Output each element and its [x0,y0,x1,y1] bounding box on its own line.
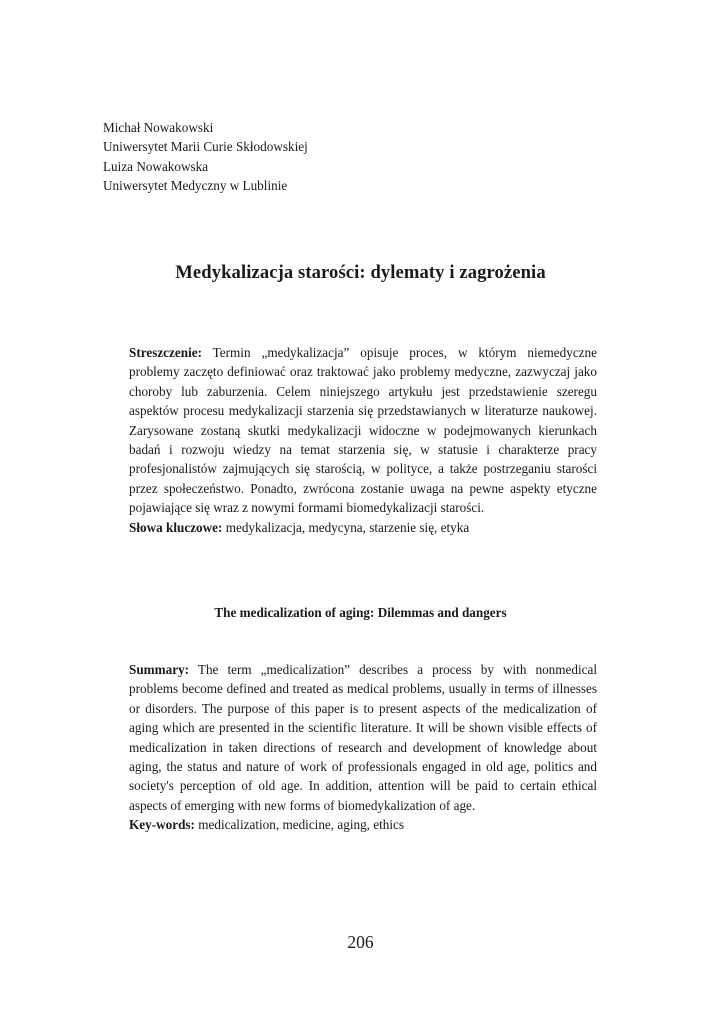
abstract-pl-label: Streszczenie: [129,345,202,360]
author-affiliation: Uniwersytet Medyczny w Lublinie [103,178,288,194]
keywords-en-label: Key-words: [129,817,195,833]
keywords-pl-label: Słowa kluczowe: [129,519,223,535]
author-affiliation: Uniwersytet Marii Curie Skłodowskiej [103,139,308,155]
author-name: Michał Nowakowski [103,120,214,135]
keywords-pl [129,518,597,537]
author-affiliations [103,118,308,196]
abstract-pl-text: Termin „medykalizacja” opisuje proces, w którym niemedyczne problemy zaczęto definiować oraz traktować jako problemy medyczne, zazwyczaj jako choroby lub zaburzenia. Celem niniejszego artykułu jest przedstawienie szeregu aspektów procesu medykalizacji starzenia się przedstawianych w literaturze naukowej. Zarysowane zostaną skutki medykalizacji widoczne w podejmowanych kierunkach badań i rozwoju wiedzy na temat starzenia się, w statusie i charakterze pracy profesjonalistów zajmujących się starością, w polityce, a także postrzeganiu starości przez społeczeństwo. Ponadto, zwrócona zostanie uwaga na pewne aspekty etyczne pojawiające się wraz z nowymi formami biomedykalizacji starości. [129,345,597,516]
article-title-pl: Medykalizacja starości: dylematy i zagrożenia [175,262,546,283]
author-name: Luiza Nowakowska [103,158,209,174]
abstract-pl-paragraph [129,343,597,518]
keywords-en-text: medicalization, medicine, aging, ethics [194,817,405,833]
abstract-en-label: Summary: [129,662,190,677]
abstract-en-text: The term „medicalization” describes a process by with nonmedical problems become defined and treated as medical problems, usually in terms of illnesses or disorders. The purpose of this paper is to present aspects of the medicalization of aging which are presented in the scientific literature. It will be shown visible effects of medicalization in taken directions of research and development of knowledge about aging, the status and nature of work of professionals engaged in old age, politics and society's perception of old age. In addition, attention will be paid to certain ethical aspects of emerging with new forms of biomedykalization of age. [129,662,597,813]
abstract-pl [129,343,597,537]
page-number: 206 [347,932,374,952]
keywords-pl-text: medykalizacja, medycyna, starzenie się, etyka [222,519,470,535]
keywords-en [129,815,597,834]
abstract-en-paragraph [129,660,597,815]
article-title-en: The medicalization of aging: Dilemmas and dangers [214,605,507,620]
abstract-en [129,660,597,835]
